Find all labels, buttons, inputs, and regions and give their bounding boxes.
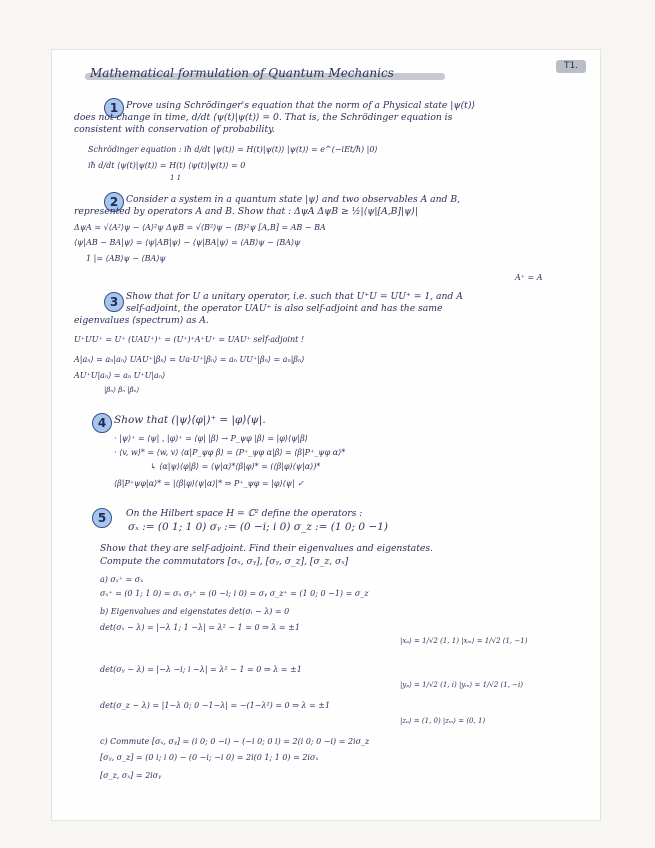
problem-3-work-4: |βₙ⟩ βₙ |βₙ⟩ [104, 386, 140, 394]
problem-5-work-4: det(σₓ − λ) = |−λ 1; 1 −λ| = λ² − 1 = 0 ⇒ λ = ±1 [100, 623, 300, 632]
problem-number-badge: 2 [104, 192, 124, 212]
problem-5-work-5: det(σᵧ − λ) = |−λ −i; i −λ| = λ² − 1 = 0 ⇒ λ = ±1 [100, 665, 302, 674]
problem-4-work-1: · |ψ⟩⁺ = ⟨ψ| , |φ⟩⁺ = ⟨φ| |β⟩ → P_ψφ |β⟩ = |φ⟩⟨ψ|β⟩ [114, 434, 308, 443]
problem-2-line-2: represented by operators A and B. Show that : ΔψA ΔψB ≥ ½|⟨ψ|[A,B]|ψ⟩| [74, 206, 418, 217]
problem-4-work-2: · ⟨v, w⟩* = ⟨w, v⟩ ⟨α|P_ψφ β⟩ = ⟨P⁺_ψφ α|β⟩ = ⟨β|P⁺_ψφ α⟩* [114, 448, 346, 457]
problem-number-badge: 1 [104, 98, 124, 118]
problem-4-work-4: ⟨β|P⁺ψφ|α⟩* = |⟨β|φ⟩⟨ψ|α⟩|* ⇒ P⁺_ψφ = |φ⟩⟨ψ| ✓ [114, 479, 304, 488]
problem-5-work-2: σₓ⁺ = (0 1; 1 0) = σₓ σᵧ⁺ = (0 −i; i 0) = σᵧ σ_z⁺ = (1 0; 0 −1) = σ_z [100, 589, 369, 598]
problem-5-work-8: |yₚ⟩ = 1/√2 (1, i) |yₘ⟩ = 1/√2 (1, −i) [400, 681, 524, 689]
problem-number-badge: 3 [104, 292, 124, 312]
problem-2-line-1: Consider a system in a quantum state |ψ⟩ and two observables A and B, [126, 194, 461, 205]
problem-3-note: A⁺ = A [515, 273, 543, 282]
problem-1-work-2: iħ d/dt ⟨ψ(t)|ψ(t)⟩ = H(t) ⟨ψ(t)|ψ(t)⟩ = 0 [88, 161, 246, 170]
problem-5-work-10: c) Commute [σₓ, σᵧ] = (i 0; 0 −i) − (−i 0; 0 i) = 2(i 0; 0 −i) = 2iσ_z [100, 737, 370, 746]
problem-5-work-6: det(σ_z − λ) = |1−λ 0; 0 −1−λ| = −(1−λ²) = 0 ⇒ λ = ±1 [100, 701, 331, 710]
problem-number-badge: 5 [92, 508, 112, 528]
problem-5-work-11: [σᵧ, σ_z] = (0 i; i 0) − (0 −i; −i 0) = 2i(0 1; 1 0) = 2iσₓ [100, 753, 319, 762]
problem-5-line-4: Compute the commutators [σₓ, σᵧ], [σᵧ, σ_z], [σ_z, σₓ] [100, 556, 349, 567]
problem-5-line-2: σₓ := (0 1; 1 0) σᵧ := (0 −i; i 0) σ_z := (1 0; 0 −1) [128, 521, 389, 533]
problem-number-badge: 4 [92, 413, 112, 433]
problem-5-work-3: b) Eigenvalues and eigenstates det(σᵢ − λ) = 0 [100, 607, 290, 616]
problem-3-work-1: U⁺UU⁺ = U⁺ (UAU⁺)⁺ = (U⁺)⁺A⁺U⁺ = UAU⁺ self-adjoint ! [74, 335, 305, 344]
problem-2-work-2: ⟨ψ|AB − BA|ψ⟩ = ⟨ψ|AB|ψ⟩ − ⟨ψ|BA|ψ⟩ = ⟨AB⟩ψ − ⟨BA⟩ψ [74, 238, 301, 247]
problem-3-line-2: self-adjoint, the operator UAU⁺ is also self-adjoint and has the same [126, 303, 443, 314]
problem-5-work-1: a) σₓ⁺ = σₓ [100, 575, 144, 584]
problem-3-line-3: eigenvalues (spectrum) as A. [74, 315, 209, 326]
problem-3-line-1: Show that for U a unitary operator, i.e. such that U⁺U = UU⁺ = 1, and A [126, 291, 463, 302]
problem-4-work-3: ↳ ⟨α|ψ⟩⟨φ|β⟩ = ⟨ψ|α⟩*⟨β|φ⟩* = (⟨β|φ⟩⟨ψ|α⟩)* [150, 462, 321, 471]
problem-2-work-3: 1 |= ⟨AB⟩ψ − ⟨BA⟩ψ [86, 254, 166, 263]
problem-1-line-3: consistent with conservation of probability. [74, 124, 276, 135]
problem-3-work-3: AU⁺U|aₙ⟩ = aₙ U⁺U|aₙ⟩ [74, 371, 166, 380]
problem-5-work-9: |zₚ⟩ = (1, 0) |zₘ⟩ = (0, 1) [400, 717, 486, 725]
problem-5-work-7: |xₚ⟩ = 1/√2 (1, 1) |xₘ⟩ = 1/√2 (1, −1) [400, 637, 528, 645]
problem-2-work-1: ΔψA = √⟨A²⟩ψ − ⟨A⟩²ψ ΔψB = √⟨B²⟩ψ − ⟨B⟩²ψ [A,B] = AB − BA [74, 223, 326, 232]
problem-1-work-3: 1 1 [170, 174, 182, 182]
problem-1-line-1: Prove using Schrödinger's equation that the norm of a Physical state |ψ(t)⟩ [126, 100, 476, 111]
problem-4-line-1: Show that (|ψ⟩⟨φ|)⁺ = |φ⟩⟨ψ|. [114, 414, 266, 426]
problem-5-work-12: [σ_z, σₓ] = 2iσᵧ [100, 771, 162, 780]
problem-5-line-3: Show that they are self-adjoint. Find their eigenvalues and eigenstates. [100, 543, 433, 554]
problem-3-work-2: A|aₙ⟩ = aₙ|aₙ⟩ UAU⁺|βₙ⟩ = Ua·U⁺|βₙ⟩ = aₙ UU⁺|βₙ⟩ = aₙ|βₙ⟩ [74, 355, 305, 364]
problem-5-line-1: On the Hilbert space H = ℂ² define the operators : [126, 508, 363, 519]
sheet-tag: T1. [556, 60, 586, 73]
problem-1-line-2: does not change in time, d/dt ⟨ψ(t)|ψ(t)⟩ = 0. That is, the Schrödinger equation is [74, 112, 453, 123]
page-title: Mathematical formulation of Quantum Mechanics [90, 66, 394, 80]
problem-1-work-1: Schrödinger equation : iħ d/dt |ψ(t)⟩ = H(t)|ψ(t)⟩ |ψ(t)⟩ = e^(−iEt/ħ) |0⟩ [88, 145, 378, 154]
